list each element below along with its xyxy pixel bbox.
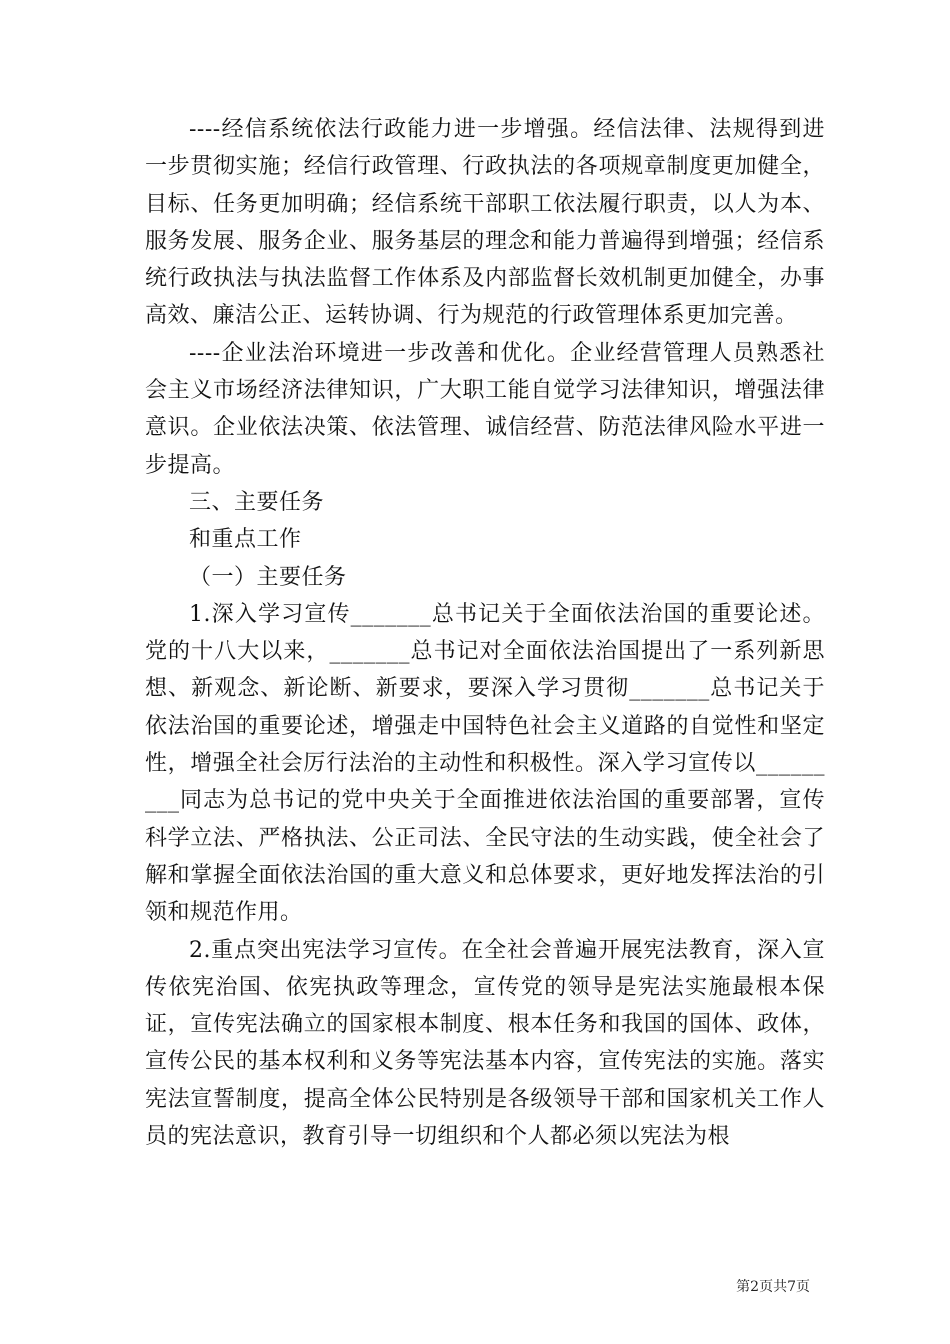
paragraph-enterprise-environment: ----企业法治环境进一步改善和优化。企业经营管理人员熟悉社会主义市场经济法律知识，广大职工能自觉学习法律知识，增强法律意识。企业依法决策、依法管理、诚信经营、防范法律风险水平进一步提高。 — [145, 340, 825, 478]
section-heading-main-tasks: 三、主要任务 — [189, 489, 325, 515]
paragraph-legal-administration: ----经信系统依法行政能力进一步增强。经信法律、法规得到进一步贯彻实施；经信行政管理、行政执法的各项规章制度更加健全，目标、任务更加明确；经信系统干部职工依法履行职责，以人为本、服务发展、服务企业、服务基层的理念和能力普遍得到增强；经信系统行政执法与执法监督工作体系及内部监督长效机制更加健全，办事高效、廉洁公正、运转协调、行为规范的行政管理体系更加完善。 — [145, 117, 825, 329]
body-text — [145, 111, 825, 1155]
paragraph-task-2: 2.重点突出宪法学习宣传。在全社会普遍开展宪法教育，深入宣传依宪治国、依宪执政等理念，宣传党的领导是宪法实施最根本保证，宣传宪法确立的国家根本制度、根本任务和我国的国体、政体，宣传公民的基本权利和义务等宪法基本内容，宣传宪法的实施。落实宪法宣誓制度，提高全体公民特别是各级领导干部和国家机关工作人员的宪法意识，教育引导一切组织和个人都必须以宪法为根 — [145, 937, 825, 1150]
paragraph-task-1: 1.深入学习宣传_______总书记关于全面依法治国的重要论述。党的十八大以来，_______总书记对全面依法治国提出了一系列新思想、新观念、新论断、新要求，要深入学习贯彻_______总书记关于依法治国的重要论述，增强走中国特色社会主义道路的自觉性和坚定性，增强全社会厉行法治的主动性和积极性。深入学习宣传以_________同志为总书记的党中央关于全面推进依法治国的重要部署，宣传科学立法、严格执法、公正司法、全民守法的生动实践，使全社会了解和掌握全面依法治国的重大意义和总体要求，更好地发挥法治的引领和规范作用。 — [145, 601, 825, 926]
page-number: 第2页共7页 — [736, 1279, 810, 1295]
section-heading-key-work: 和重点工作 — [189, 527, 302, 553]
subsection-heading-main-tasks: （一）主要任务 — [189, 564, 347, 590]
